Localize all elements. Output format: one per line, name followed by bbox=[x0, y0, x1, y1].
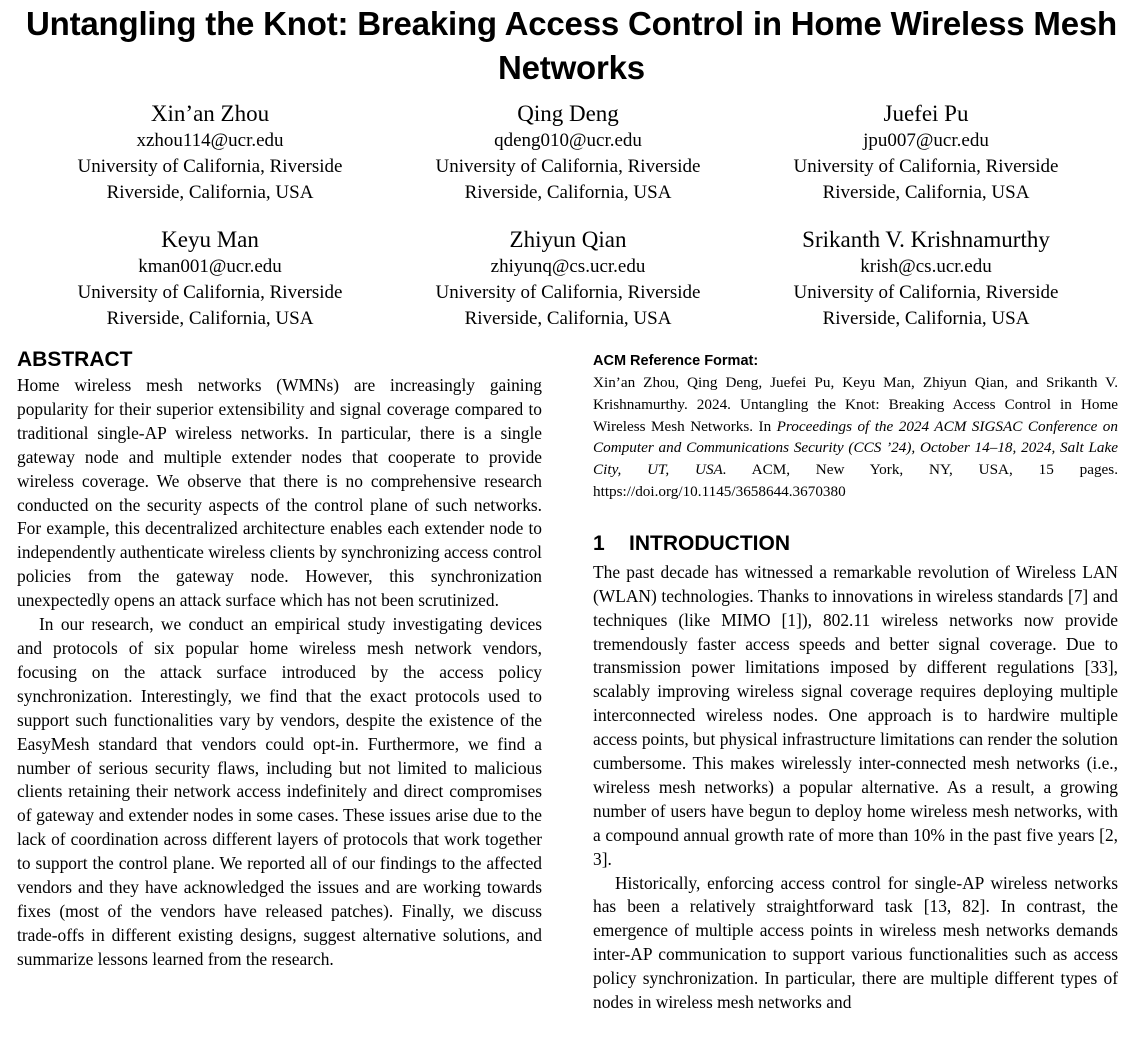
author-affiliation: University of California, Riverside bbox=[435, 156, 701, 177]
author-block bbox=[30, 100, 390, 206]
reference-proceedings: Proceedings of the 2024 ACM SIGSAC Conference on Computer and Communications Security (CCS ’24), October 14–18, 2024, Salt Lake City, UT, USA. bbox=[593, 417, 1118, 479]
paper-title: Untangling the Knot: Breaking Access Control in Home Wireless Mesh Networks bbox=[26, 5, 1117, 86]
reference-format-text bbox=[593, 372, 1118, 503]
introduction-paragraph: The past decade has witnessed a remarkable revolution of Wireless LAN (WLAN) technologies. Thanks to innovations in wireless standards [7] and techniques (like MIMO [1]), 802.11 wireless networks now provide tremendously faster access speeds and better signal coverage. Due to transmission power limitations imposed by different regulations [33], scalably improving wireless signal coverage requires deploying multiple interconnected wireless nodes. One approach is to hardwire multiple access points, but physical infrastructure limitations can render the solution cumbersome. This makes wirelessly inter-connected mesh networks (i.e., wireless mesh networks) a popular alternative. As a result, a growing number of users have begun to deploy home wireless mesh networks, with a compound annual growth rate of more than 10% in the past five years [2, 3]. bbox=[593, 561, 1118, 869]
reference-format-heading: ACM Reference Format: bbox=[593, 353, 759, 369]
author-email[interactable]: qdeng010@ucr.edu bbox=[494, 130, 642, 151]
author-affiliation: University of California, Riverside bbox=[793, 156, 1059, 177]
section-number: 1 bbox=[593, 531, 605, 555]
author-affiliation: University of California, Riverside bbox=[77, 156, 343, 177]
author-block bbox=[388, 226, 748, 332]
author-email[interactable]: krish@cs.ucr.edu bbox=[860, 256, 992, 277]
author-location: Riverside, California, USA bbox=[464, 308, 672, 329]
author-block bbox=[746, 100, 1106, 206]
reference-citation: Xin’an Zhou, Qing Deng, Juefei Pu, Keyu Man, Zhiyun Qian, and Srikanth V. Krishnamurthy. 2024. Untangling the Knot: Breaking Access Control in Home Wireless Mesh Networks. In bbox=[593, 374, 1118, 435]
author-name: Zhiyun Qian bbox=[509, 227, 627, 252]
author-name: Xin’an Zhou bbox=[150, 101, 270, 126]
author-block bbox=[746, 226, 1106, 332]
author-location: Riverside, California, USA bbox=[464, 182, 672, 203]
author-location: Riverside, California, USA bbox=[822, 308, 1030, 329]
introduction-heading bbox=[593, 530, 1118, 558]
author-name: Srikanth V. Krishnamurthy bbox=[802, 227, 1050, 252]
author-location: Riverside, California, USA bbox=[822, 182, 1030, 203]
author-name: Juefei Pu bbox=[883, 101, 969, 126]
abstract-paragraph: Home wireless mesh networks (WMNs) are increasingly gaining popularity for their superior extensibility and signal coverage compared to traditional single-AP wireless networks. In particular, there is a single gateway node and multiple extender nodes that cooperate to provide wireless coverage. We observe that there is no comprehensive research conducted on the security aspects of the control plane of such networks. For example, this decentralized architecture enables each extender node to independently authenticate wireless clients by synchronizing access control policies from the gateway node. However, this synchronization unexpectedly opens an attack surface which has not been scrutinized. bbox=[17, 375, 542, 611]
introduction-paragraph: Historically, enforcing access control for single-AP wireless networks has been a relatively straightforward task [13, 82]. In contrast, the emergence of multiple access points in wireless mesh networks demands inter-AP communication to support various functionalities such as access policy synchronization. In particular, there are multiple different types of nodes in wireless mesh networks and bbox=[593, 872, 1118, 1013]
author-location: Riverside, California, USA bbox=[106, 308, 314, 329]
author-email[interactable]: jpu007@ucr.edu bbox=[863, 130, 989, 151]
abstract-heading: ABSTRACT bbox=[17, 348, 133, 371]
author-affiliation: University of California, Riverside bbox=[793, 282, 1059, 303]
author-affiliation: University of California, Riverside bbox=[435, 282, 701, 303]
author-email[interactable]: zhiyunq@cs.ucr.edu bbox=[490, 256, 646, 277]
abstract-column bbox=[17, 346, 542, 972]
author-block bbox=[388, 100, 748, 206]
reference-publisher-doi: ACM, New York, NY, USA, 15 pages. https://doi.org/10.1145/3658644.3670380 bbox=[593, 461, 1118, 500]
author-email[interactable]: kman001@ucr.edu bbox=[138, 256, 282, 277]
author-email[interactable]: xzhou114@ucr.edu bbox=[136, 130, 284, 151]
author-block bbox=[30, 226, 390, 332]
author-location: Riverside, California, USA bbox=[106, 182, 314, 203]
author-name: Keyu Man bbox=[161, 227, 259, 252]
section-title: INTRODUCTION bbox=[629, 531, 790, 555]
right-column bbox=[593, 350, 1118, 1015]
author-name: Qing Deng bbox=[517, 101, 619, 126]
author-affiliation: University of California, Riverside bbox=[77, 282, 343, 303]
abstract-paragraph: In our research, we conduct an empirical study investigating devices and protocols of six popular home wireless mesh network vendors, focusing on the attack surface introduced by the access policy synchronization. Interestingly, we find that the exact protocols used to support such functionalities vary by vendors, despite the existence of the EasyMesh standard that vendors could opt-in. Furthermore, we find a number of serious security flaws, including but not limited to malicious clients retaining their network access indefinitely and direct compromises of gateway and extender nodes in some cases. These issues arise due to the lack of coordination across different layers of protocols that work together to support the control plane. We reported all of our findings to the affected vendors and they have acknowledged the issues and are working towards fixes (most of the vendors have released patches). Finally, we discuss trade-offs in different existing designs, suggest alternative solutions, and summarize lessons learned from the research. bbox=[17, 614, 542, 969]
